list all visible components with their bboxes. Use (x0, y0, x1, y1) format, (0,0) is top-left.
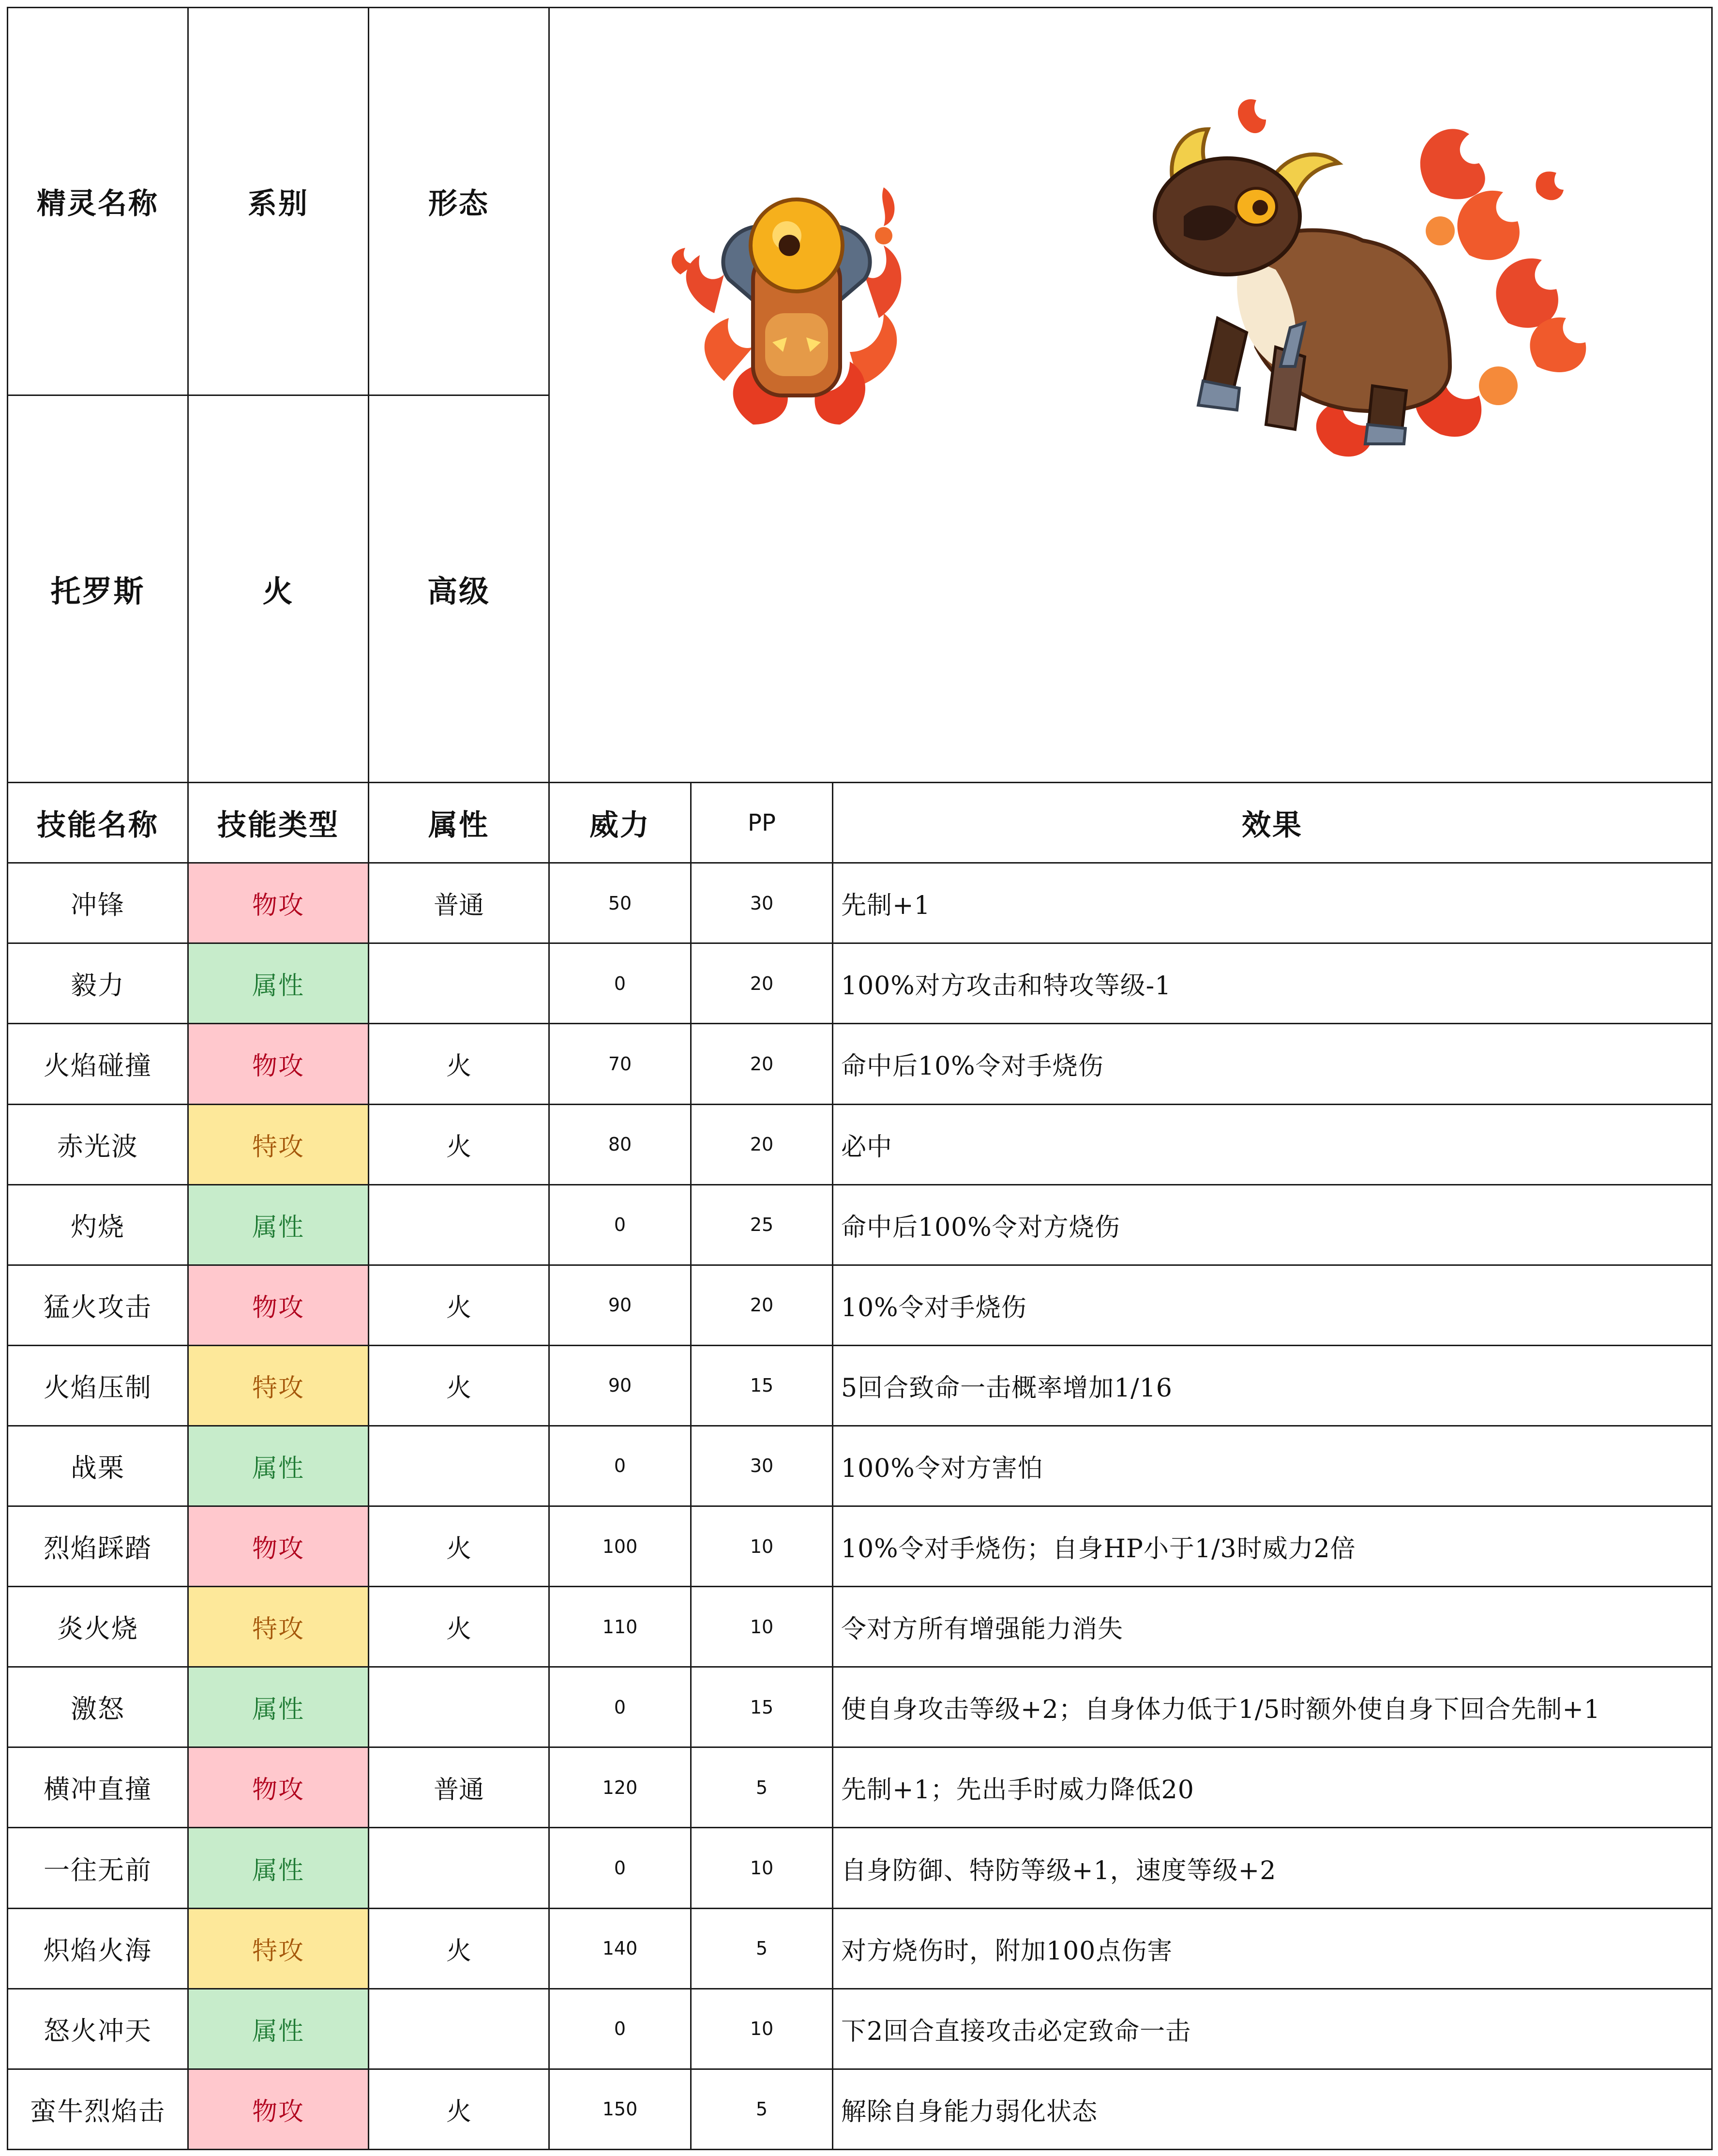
fire-bull-creature-icon (1130, 95, 1614, 492)
skill-row (8, 1426, 1712, 1506)
skill-name: 猛火攻击 (8, 1265, 188, 1345)
skill-row (8, 1104, 1712, 1184)
skill-effect: 5回合致命一击概率增加1/16 (833, 1345, 1712, 1426)
skill-power: 0 (549, 1667, 691, 1747)
skill-power: 120 (549, 1747, 691, 1828)
skill-effect: 10%令对手烧伤 (833, 1265, 1712, 1345)
skill-pp: 10 (691, 1989, 833, 2069)
skill-name: 毅力 (8, 943, 188, 1024)
skill-row (8, 1184, 1712, 1265)
skill-row (8, 1345, 1712, 1426)
spirit-name-header: 精灵名称 (8, 8, 188, 395)
skill-name: 炎火烧 (8, 1587, 188, 1667)
skill-category: 属性 (188, 1184, 369, 1265)
skill-name: 火焰碰撞 (8, 1024, 188, 1104)
skill-category: 物攻 (188, 1747, 369, 1828)
skill-attribute (369, 1989, 549, 2069)
skill-effect: 下2回合直接攻击必定致命一击 (833, 1989, 1712, 2069)
skill-pp: 20 (691, 943, 833, 1024)
skill-attribute: 火 (369, 1024, 549, 1104)
skill-attribute (369, 943, 549, 1024)
skill-power: 110 (549, 1587, 691, 1667)
skill-attribute: 火 (369, 1506, 549, 1587)
skill-effect: 必中 (833, 1104, 1712, 1184)
skill-effect: 命中后10%令对手烧伤 (833, 1024, 1712, 1104)
skill-effect: 对方烧伤时，附加100点伤害 (833, 1908, 1712, 1989)
skill-name: 冲锋 (8, 863, 188, 943)
skill-category: 物攻 (188, 2069, 369, 2149)
skill-pp: 10 (691, 1587, 833, 1667)
skill-attribute (369, 1426, 549, 1506)
skill-power: 0 (549, 1426, 691, 1506)
skill-name: 火焰压制 (8, 1345, 188, 1426)
skill-attribute: 普通 (369, 1747, 549, 1828)
skill-name: 炽焰火海 (8, 1908, 188, 1989)
skill-category: 特攻 (188, 1345, 369, 1426)
skill-pp: 30 (691, 1426, 833, 1506)
skill-effect: 自身防御、特防等级+1，速度等级+2 (833, 1828, 1712, 1908)
skill-name: 赤光波 (8, 1104, 188, 1184)
skill-pp: 30 (691, 863, 833, 943)
skill-category-header: 技能类型 (188, 783, 369, 863)
skill-power: 0 (549, 1989, 691, 2069)
skill-category: 物攻 (188, 863, 369, 943)
skill-effect: 命中后100%令对方烧伤 (833, 1184, 1712, 1265)
skill-attribute-header: 属性 (369, 783, 549, 863)
skill-row (8, 1587, 1712, 1667)
skill-row (8, 1828, 1712, 1908)
creature-image-cell (549, 8, 1712, 783)
skill-row (8, 2069, 1712, 2149)
form-header: 形态 (369, 8, 549, 395)
skill-row (8, 1506, 1712, 1587)
skill-attribute: 火 (369, 2069, 549, 2149)
small-fire-creature-icon (656, 153, 937, 444)
skill-row (8, 1908, 1712, 1989)
skill-power: 50 (549, 863, 691, 943)
skill-pp: 20 (691, 1265, 833, 1345)
skill-power: 0 (549, 943, 691, 1024)
skill-power: 90 (549, 1345, 691, 1426)
skill-power: 70 (549, 1024, 691, 1104)
skill-power: 140 (549, 1908, 691, 1989)
skill-effect: 10%令对手烧伤；自身HP小于1/3时威力2倍 (833, 1506, 1712, 1587)
skill-row (8, 1989, 1712, 2069)
skill-pp: 10 (691, 1506, 833, 1587)
skill-pp: 25 (691, 1184, 833, 1265)
skill-name: 蛮牛烈焰击 (8, 2069, 188, 2149)
skill-pp-header: PP (691, 783, 833, 863)
skill-category: 属性 (188, 943, 369, 1024)
skill-category: 物攻 (188, 1265, 369, 1345)
spirit-element: 火 (188, 395, 369, 783)
skills-header-row (8, 783, 1712, 863)
skill-power: 0 (549, 1828, 691, 1908)
skill-pp: 20 (691, 1024, 833, 1104)
skill-name: 一往无前 (8, 1828, 188, 1908)
skill-effect: 解除自身能力弱化状态 (833, 2069, 1712, 2149)
skill-power: 100 (549, 1506, 691, 1587)
skill-pp: 5 (691, 2069, 833, 2149)
skill-category: 物攻 (188, 1024, 369, 1104)
skill-name: 烈焰踩踏 (8, 1506, 188, 1587)
skill-attribute: 火 (369, 1908, 549, 1989)
skill-name: 横冲直撞 (8, 1747, 188, 1828)
skill-row (8, 1024, 1712, 1104)
header-row (8, 8, 1712, 395)
skill-name: 灼烧 (8, 1184, 188, 1265)
skill-attribute: 火 (369, 1345, 549, 1426)
skill-power-header: 威力 (549, 783, 691, 863)
skill-row (8, 1667, 1712, 1747)
skill-category: 特攻 (188, 1587, 369, 1667)
skill-name: 激怒 (8, 1667, 188, 1747)
skill-row (8, 943, 1712, 1024)
skill-pp: 15 (691, 1345, 833, 1426)
skill-attribute: 火 (369, 1265, 549, 1345)
skill-attribute (369, 1184, 549, 1265)
skill-name: 战栗 (8, 1426, 188, 1506)
skill-row (8, 1747, 1712, 1828)
skill-attribute: 火 (369, 1104, 549, 1184)
skill-row (8, 863, 1712, 943)
skill-pp: 15 (691, 1667, 833, 1747)
skill-category: 属性 (188, 1426, 369, 1506)
spirit-form: 高级 (369, 395, 549, 783)
skill-pp: 20 (691, 1104, 833, 1184)
skill-name-header: 技能名称 (8, 783, 188, 863)
skill-name: 怒火冲天 (8, 1989, 188, 2069)
skill-category: 物攻 (188, 1506, 369, 1587)
skill-pp: 5 (691, 1908, 833, 1989)
skill-effect: 100%令对方害怕 (833, 1426, 1712, 1506)
skill-power: 150 (549, 2069, 691, 2149)
skill-category: 属性 (188, 1667, 369, 1747)
spirit-name: 托罗斯 (8, 395, 188, 783)
skill-pp: 10 (691, 1828, 833, 1908)
skill-attribute (369, 1667, 549, 1747)
skill-effect: 令对方所有增强能力消失 (833, 1587, 1712, 1667)
skill-attribute: 普通 (369, 863, 549, 943)
skill-effect: 使自身攻击等级+2；自身体力低于1/5时额外使自身下回合先制+1 (833, 1667, 1712, 1747)
skill-effect: 先制+1；先出手时威力降低20 (833, 1747, 1712, 1828)
skill-category: 特攻 (188, 1908, 369, 1989)
skill-effect: 先制+1 (833, 863, 1712, 943)
skill-effect: 100%对方攻击和特攻等级-1 (833, 943, 1712, 1024)
skill-power: 80 (549, 1104, 691, 1184)
skill-row (8, 1265, 1712, 1345)
skill-pp: 5 (691, 1747, 833, 1828)
spirit-skill-table (7, 7, 1713, 2150)
skill-category: 属性 (188, 1989, 369, 2069)
skill-category: 属性 (188, 1828, 369, 1908)
skill-attribute (369, 1828, 549, 1908)
skill-attribute: 火 (369, 1587, 549, 1667)
skill-power: 0 (549, 1184, 691, 1265)
skill-effect-header: 效果 (833, 783, 1712, 863)
element-header: 系别 (188, 8, 369, 395)
skill-power: 90 (549, 1265, 691, 1345)
skill-category: 特攻 (188, 1104, 369, 1184)
